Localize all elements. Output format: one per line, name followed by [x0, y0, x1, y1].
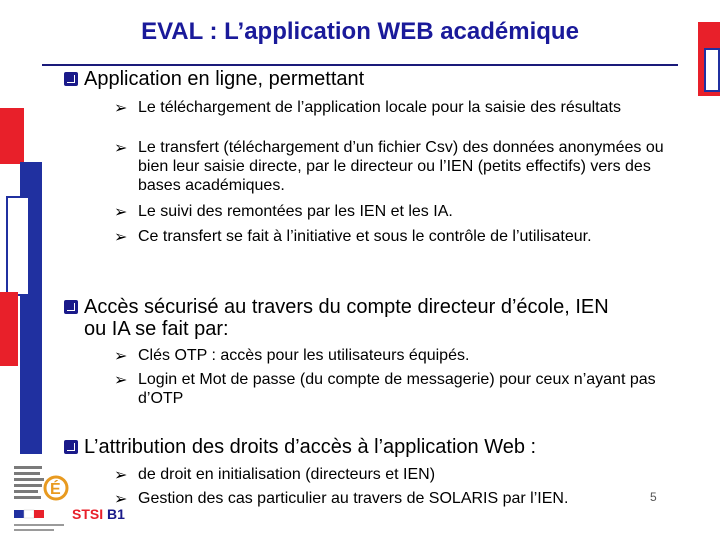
arrow-bullet-icon: ➢ [114, 202, 128, 221]
decor-outline-box-right [704, 48, 720, 92]
arrow-bullet-icon: ➢ [114, 370, 128, 389]
arrow-bullet-icon: ➢ [114, 227, 128, 246]
bullet-text: Application en ligne, permettant [84, 68, 365, 90]
svg-text:É: É [50, 481, 61, 498]
bullet-text: L’attribution des droits d’accès à l’application Web : [84, 436, 537, 458]
sub-bullet [114, 465, 698, 484]
sub-bullet [114, 138, 678, 195]
sub-bullet-text: Gestion des cas particulier au travers de SOLARIS par l’IEN. [138, 490, 569, 507]
arrow-bullet-icon: ➢ [114, 346, 128, 365]
bullet-application [84, 68, 684, 90]
sub-bullet [114, 346, 698, 365]
footer-stsi-label [72, 506, 125, 522]
arrow-bullet-icon: ➢ [114, 138, 128, 157]
sub-bullet-text: Clés OTP : accès pour les utilisateurs équipés. [138, 347, 470, 364]
title-divider [42, 64, 678, 66]
sub-bullet-text: de droit en initialisation (directeurs et IEN) [138, 466, 436, 483]
slide-title: EVAL : L’application WEB académique [141, 18, 579, 45]
sub-bullet [114, 227, 638, 246]
sub-bullet-text: Ce transfert se fait à l’initiative et sous le contrôle de l’utilisateur. [138, 228, 592, 245]
decor-red-bar-left-low [0, 292, 18, 366]
square-bullet-icon [64, 300, 78, 314]
arrow-bullet-icon: ➢ [114, 489, 128, 508]
page-number: 5 [650, 490, 657, 504]
decor-red-bar-left [0, 108, 24, 164]
sub-bullet [114, 489, 708, 508]
bullet-acces-securise [84, 296, 624, 340]
square-bullet-icon [64, 72, 78, 86]
ministry-logo-icon [10, 462, 70, 536]
sub-bullet-text: Le téléchargement de l’application locale pour la saisie des résultats [138, 99, 621, 116]
arrow-bullet-icon: ➢ [114, 98, 128, 117]
footer-stsi-red: STSI [72, 506, 104, 522]
bullet-text: Accès sécurisé au travers du compte directeur d’école, IEN ou IA se fait par: [84, 296, 609, 340]
sub-bullet [114, 98, 678, 117]
sub-bullet-text: Le suivi des remontées par les IEN et les IA. [138, 203, 453, 220]
sub-bullet-text: Le transfert (téléchargement d’un fichier Csv) des données anonymées ou bien leur saisie directe, par le directeur ou l’IEN (petits effectifs) vers des bases académiques. [138, 139, 664, 194]
footer-stsi-blue: B1 [107, 506, 125, 522]
decor-outline-box-left [6, 196, 30, 296]
arrow-bullet-icon: ➢ [114, 465, 128, 484]
sub-bullet [114, 202, 678, 221]
ministry-logo [10, 462, 70, 536]
square-bullet-icon [64, 440, 78, 454]
sub-bullet-text: Login et Mot de passe (du compte de messagerie) pour ceux n’ayant pas d’OTP [138, 371, 656, 407]
sub-bullet [114, 370, 698, 408]
bullet-attribution-droits [84, 436, 684, 458]
